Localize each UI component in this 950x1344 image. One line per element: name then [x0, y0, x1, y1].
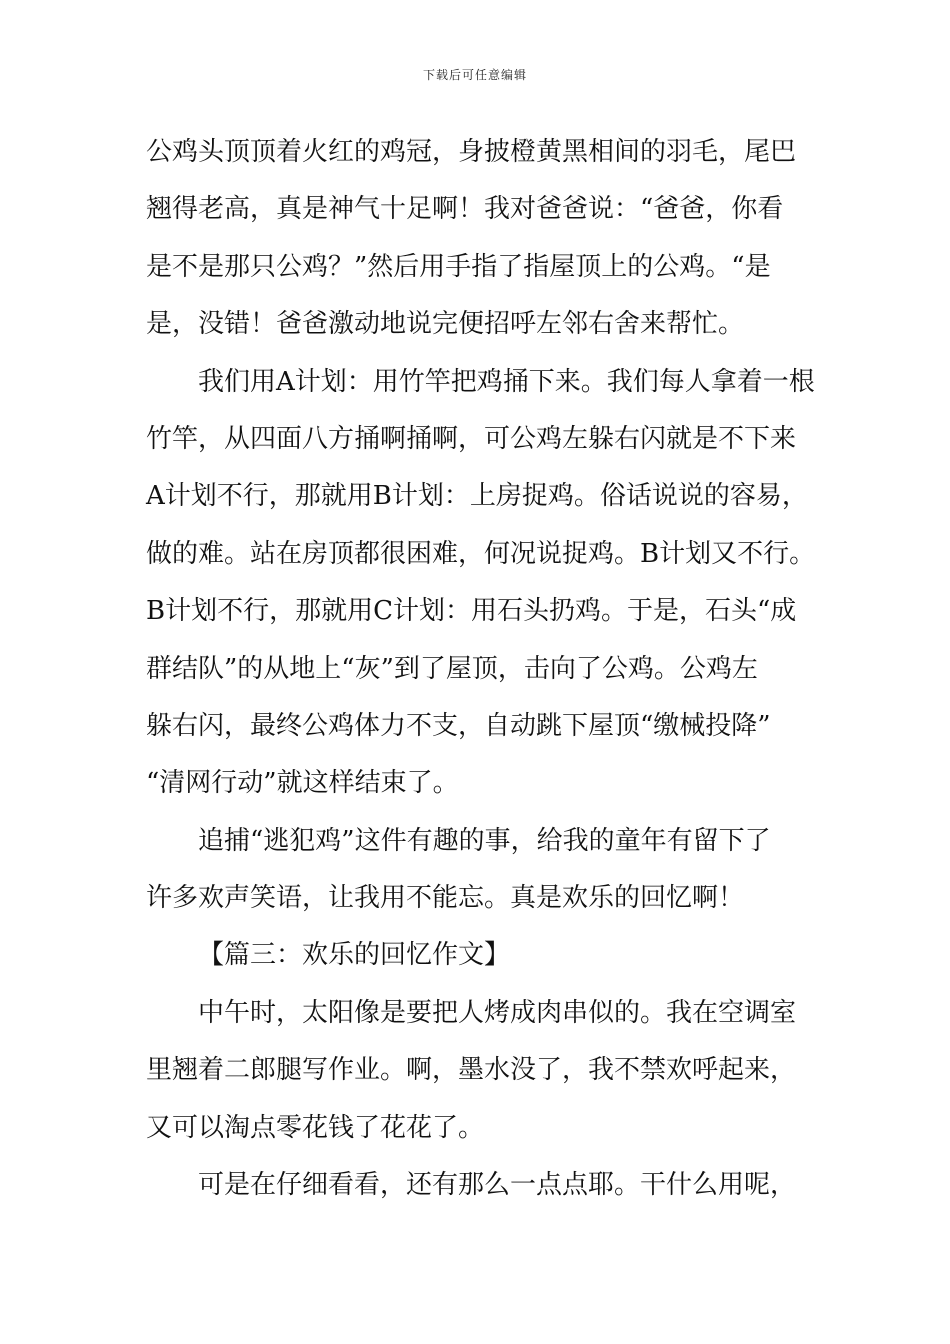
paragraph-start-line: 我们用A计划：用竹竿把鸡捅下来。我们每人拿着一根: [198, 366, 815, 397]
text-line: A计划不行，那就用B计划：上房捉鸡。俗话说说的容易，: [146, 481, 808, 512]
paragraph-start-line: 追捕“逃犯鸡”这件有趣的事，给我的童年有留下了: [198, 825, 771, 856]
text-line: B计划不行，那就用C计划：用石头扔鸡。于是，石头“成: [146, 596, 797, 627]
text-line: 翘得老高，真是神气十足啊！我对爸爸说：“爸爸，你看: [146, 194, 784, 225]
text-line: 竹竿，从四面八方捅啊捅啊，可公鸡左躲右闪就是不下来: [146, 423, 797, 454]
section-heading: 【篇三：欢乐的回忆作文】: [198, 940, 511, 971]
text-line: 做的难。站在房顶都很困难，何况说捉鸡。B计划又不行。: [146, 538, 816, 569]
text-line: 群结队”的从地上“灰”到了屋顶，击向了公鸡。公鸡左: [146, 653, 758, 684]
page-header: 下载后可任意编辑: [422, 68, 527, 82]
text-line: “清网行动”就这样结束了。: [146, 768, 459, 799]
document-body: [146, 124, 826, 1214]
text-line: 公鸡头顶顶着火红的鸡冠，身披橙黄黑相间的羽毛，尾巴: [146, 137, 797, 167]
paragraph-start-line: 中午时，太阳像是要把人烤成肉串似的。我在空调室: [198, 997, 797, 1028]
text-line: 是，没错！爸爸激动地说完便招呼左邻右舍来帮忙。: [146, 309, 745, 340]
text-line: 里翘着二郎腿写作业。啊，墨水没了，我不禁欢呼起来，: [146, 1055, 797, 1086]
text-line: 是不是那只公鸡？”然后用手指了指屋顶上的公鸡。“是: [146, 251, 771, 282]
text-line: 许多欢声笑语，让我用不能忘。真是欢乐的回忆啊！: [146, 883, 745, 914]
text-line: 又可以淘点零花钱了花花了。: [146, 1112, 485, 1143]
paragraph-start-line: 可是在仔细看看，还有那么一点点耶。干什么用呢，: [198, 1170, 797, 1201]
text-line: 躲右闪，最终公鸡体力不支，自动跳下屋顶“缴械投降”: [146, 710, 771, 741]
